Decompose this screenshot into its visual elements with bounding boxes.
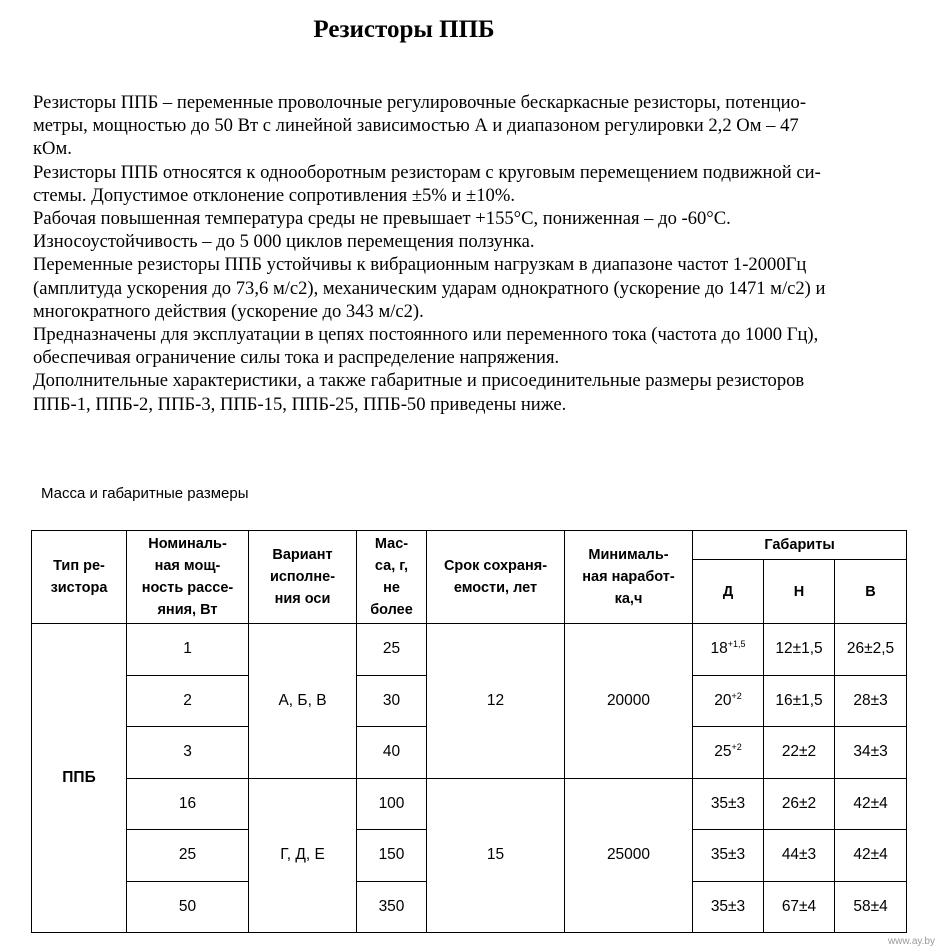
- cell-mass: 150: [357, 830, 427, 882]
- cell-power: 1: [127, 624, 249, 676]
- cell-axis: Г, Д, Е: [249, 778, 357, 933]
- description-text: [33, 91, 913, 416]
- header-dim-d: Д: [693, 560, 764, 624]
- cell-mass: 100: [357, 778, 427, 830]
- text-line: Переменные резисторы ППБ устойчивы к вибрационным нагрузкам в диапазоне частот 1-2000Гц: [33, 254, 807, 276]
- header-operating-life: Минималь- ная наработ- ка,ч: [565, 531, 693, 624]
- text-line: Рабочая повышенная температура среды не превышает +155°С, пониженная – до -60°С.: [33, 208, 731, 230]
- table-caption: Масса и габаритные размеры: [41, 485, 249, 502]
- cell-power: 3: [127, 727, 249, 779]
- cell-dim-h: 44±3: [764, 830, 835, 882]
- header-type: Тип ре- зистора: [32, 531, 127, 624]
- cell-power: 50: [127, 881, 249, 933]
- cell-dim-h: 12±1,5: [764, 624, 835, 676]
- cell-power: 2: [127, 675, 249, 727]
- cell-dim-b: 58±4: [835, 881, 907, 933]
- cell-shelf-life: 12: [427, 624, 565, 779]
- cell-mass: 350: [357, 881, 427, 933]
- cell-operating-life: 25000: [565, 778, 693, 933]
- cell-dim-h: 26±2: [764, 778, 835, 830]
- cell-mass: 30: [357, 675, 427, 727]
- text-line: обеспечивая ограничение силы тока и распределение напряжения.: [33, 347, 560, 369]
- cell-dim-d: $25^{+2}$: [693, 727, 764, 779]
- cell-dim-b: 34±3: [835, 727, 907, 779]
- header-axis: Вариант исполне- ния оси: [249, 531, 357, 624]
- cell-dim-d: 35±3: [693, 830, 764, 882]
- cell-dim-h: 22±2: [764, 727, 835, 779]
- header-power: Номиналь- ная мощ- ность рассе- яния, Вт: [127, 531, 249, 624]
- header-dim-b: В: [835, 560, 907, 624]
- cell-mass: 40: [357, 727, 427, 779]
- cell-dim-h: 67±4: [764, 881, 835, 933]
- cell-shelf-life: 15: [427, 778, 565, 933]
- text-line: многократного действия (ускорение до 343 м/с2).: [33, 300, 424, 322]
- page-title: Резисторы ППБ: [313, 16, 495, 43]
- cell-dim-d: $20^{+2}$: [693, 675, 764, 727]
- spec-table: [31, 530, 907, 933]
- cell-dim-b: 26±2,5: [835, 624, 907, 676]
- cell-dim-b: 42±4: [835, 778, 907, 830]
- header-shelf-life: Срок сохраня- емости, лет: [427, 531, 565, 624]
- text-line: ППБ-1, ППБ-2, ППБ-3, ППБ-15, ППБ-25, ППБ-50 приведены ниже.: [33, 393, 567, 415]
- cell-dim-h: 16±1,5: [764, 675, 835, 727]
- cell-dim-d: $18^{+1,5}$: [693, 624, 764, 676]
- cell-axis: А, Б, В: [249, 624, 357, 779]
- text-line: метры, мощностью до 50 Вт с линейной зависимостью А и диапазоном регулировки 2,2 Ом – 47: [33, 115, 799, 137]
- text-line: Дополнительные характеристики, а также габаритные и присоединительные размеры резисторов: [33, 370, 805, 392]
- table-row: [32, 778, 907, 830]
- cell-power: 16: [127, 778, 249, 830]
- cell-dim-d: 35±3: [693, 778, 764, 830]
- cell-type: ППБ: [32, 624, 127, 933]
- cell-dim-b: 28±3: [835, 675, 907, 727]
- header-mass: Мас- са, г, не более: [357, 531, 427, 624]
- text-line: (амплитуда ускорения до 73,6 м/с2), механическим ударам однократного (ускорение до 1471 м/с2) и: [33, 277, 826, 299]
- watermark: www.ay.by: [887, 936, 935, 947]
- cell-dim-d: 35±3: [693, 881, 764, 933]
- cell-operating-life: 20000: [565, 624, 693, 779]
- text-line: Резисторы ППБ – переменные проволочные регулировочные бескаркасные резисторы, потенцио-: [33, 92, 807, 113]
- text-line: кОм.: [33, 138, 72, 160]
- text-line: Предназначены для эксплуатации в цепях постоянного или переменного тока (частота до 1000 Гц),: [33, 324, 819, 346]
- text-line: стемы. Допустимое отклонение сопротивления ±5% и ±10%.: [33, 184, 515, 206]
- cell-power: 25: [127, 830, 249, 882]
- text-line: Резисторы ППБ относятся к однооборотным резисторам с круговым перемещением подвижной си-: [33, 161, 821, 183]
- cell-mass: 25: [357, 624, 427, 676]
- header-dimensions: Габариты: [693, 531, 907, 560]
- text-line: Износоустойчивость – до 5 000 циклов перемещения ползунка.: [33, 231, 535, 253]
- header-dim-h: Н: [764, 560, 835, 624]
- cell-dim-b: 42±4: [835, 830, 907, 882]
- table-row: [32, 624, 907, 676]
